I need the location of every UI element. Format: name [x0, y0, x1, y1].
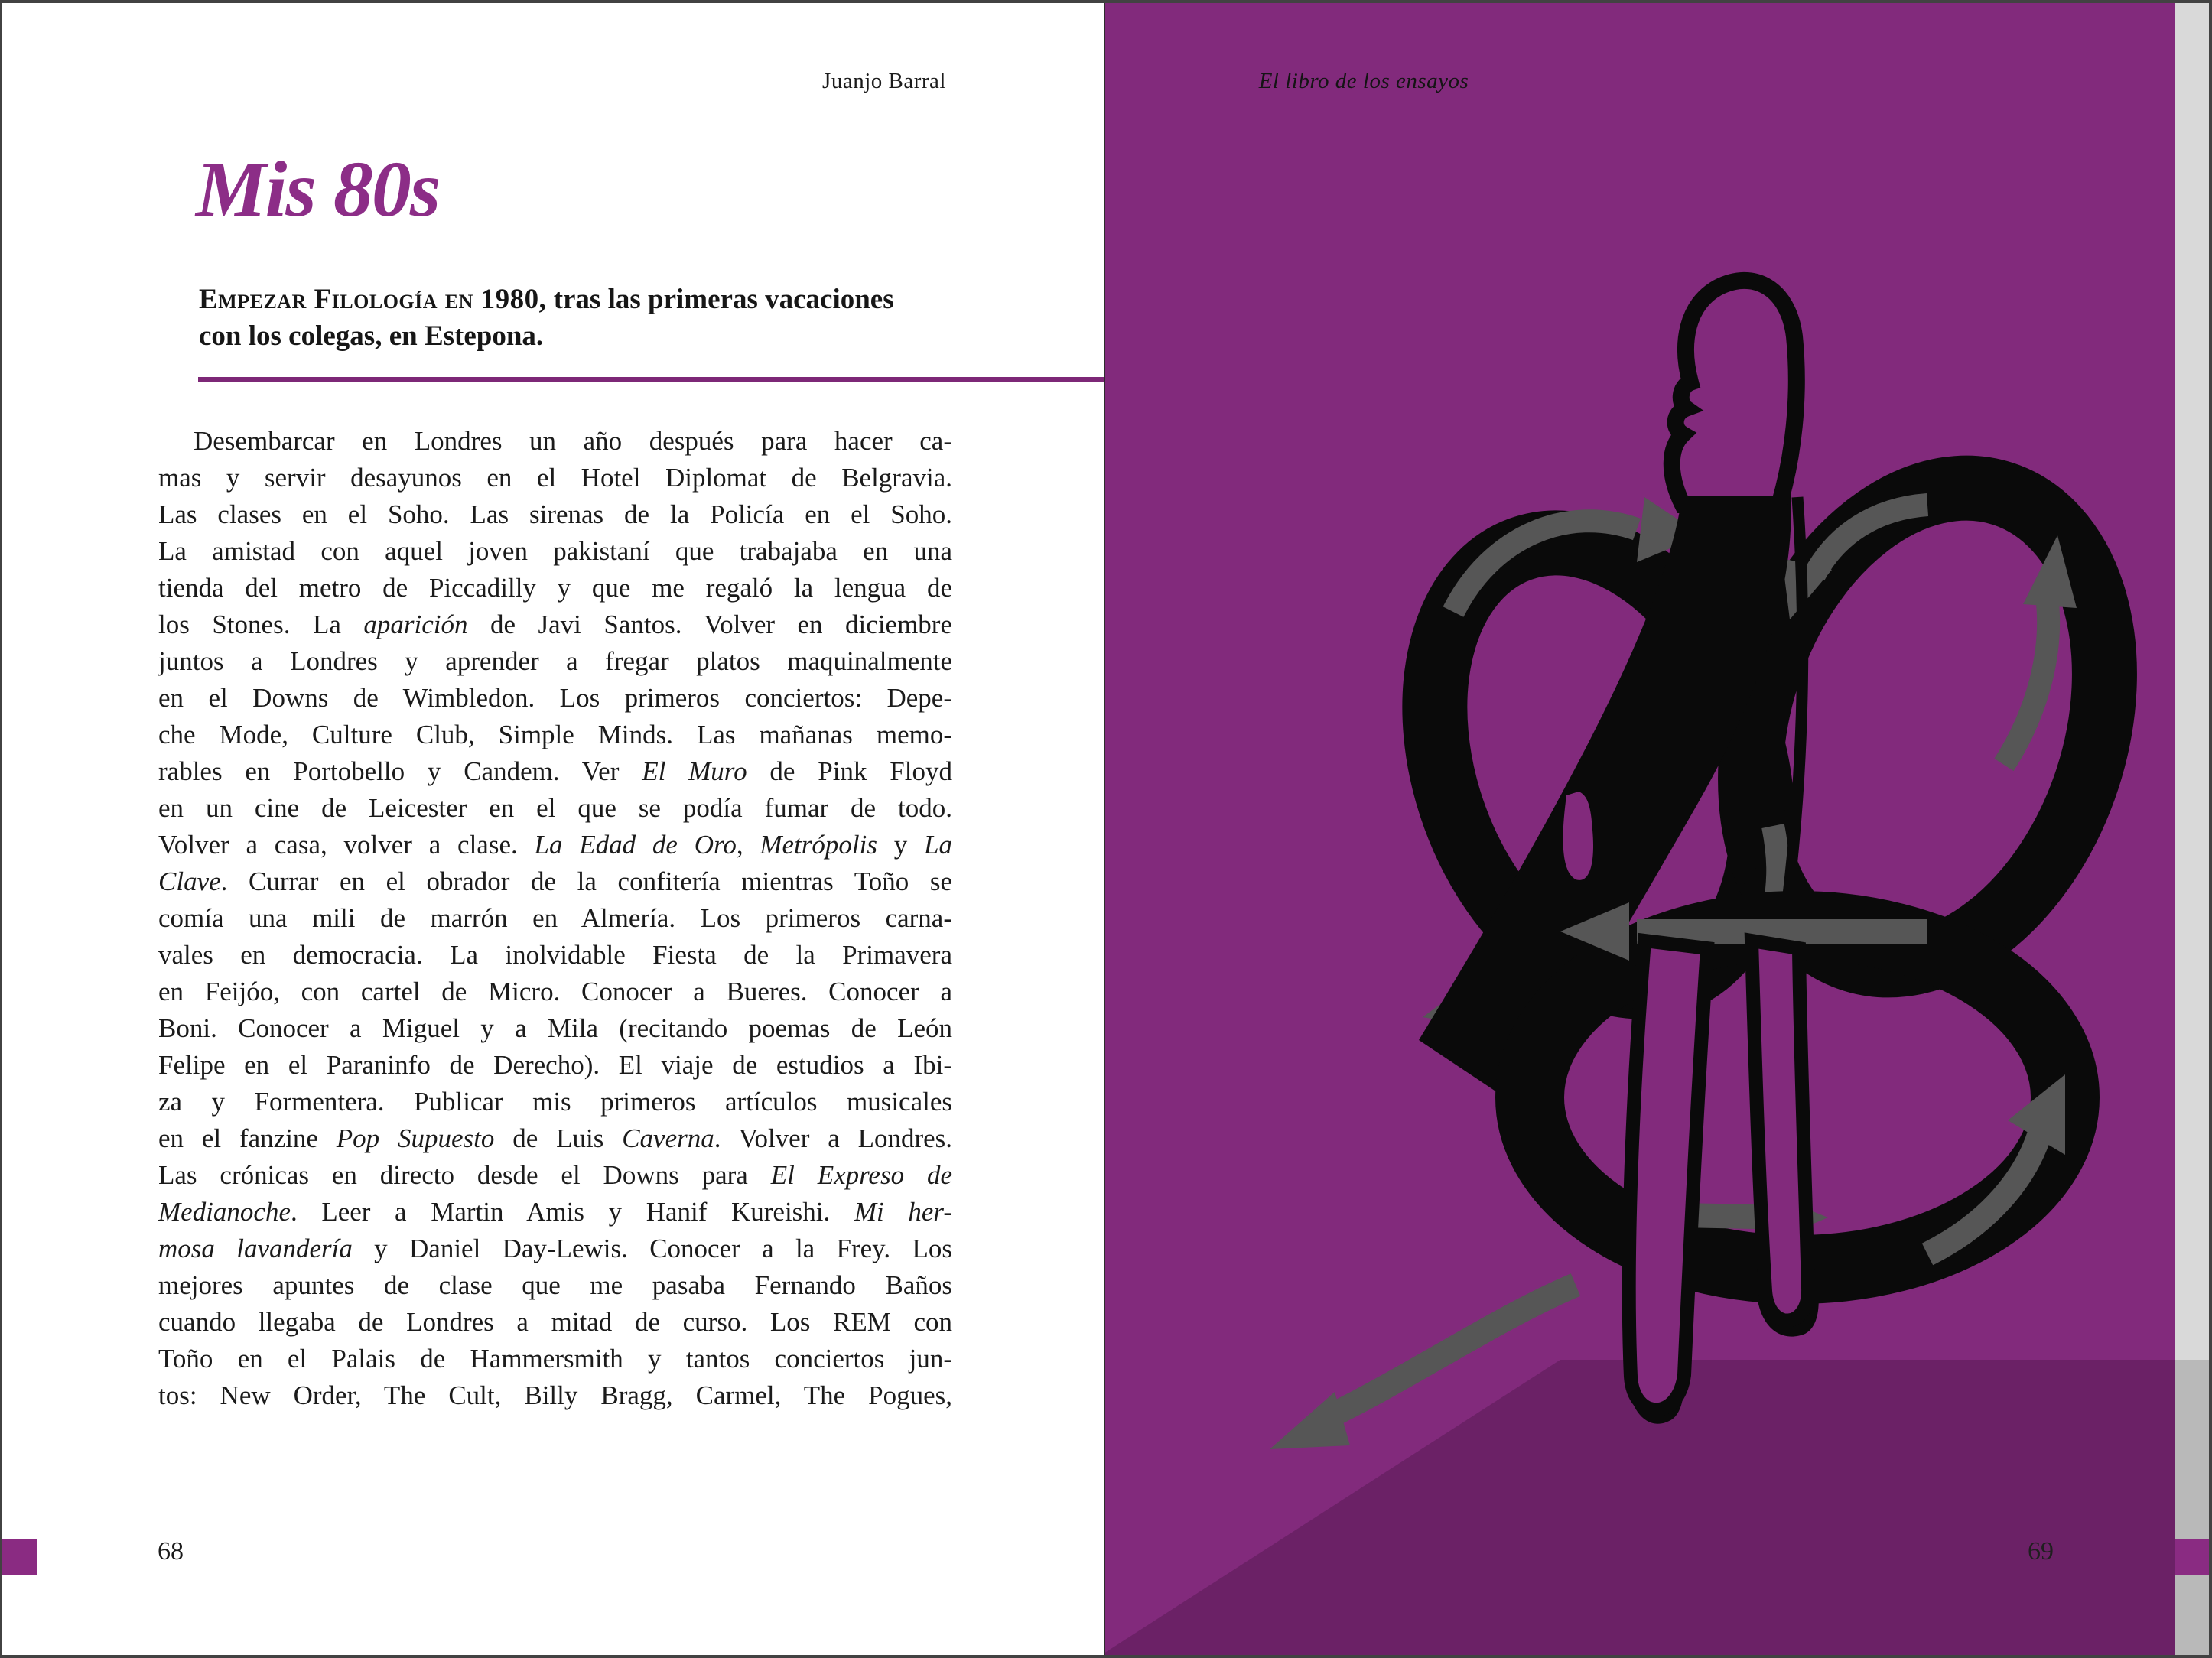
body-text-line: Medianoche. Leer a Martin Amis y Hanif Kureishi. Mi her- [158, 1197, 952, 1227]
body-text-line: mosa lavandería y Daniel Day-Lewis. Conocer a la Frey. Los [158, 1234, 952, 1263]
frame-edge-right [2209, 0, 2212, 1658]
body-text-line: en Feijóo, con cartel de Micro. Conocer a Bueres. Conocer a [158, 977, 952, 1006]
frame-edge-bottom [0, 1655, 2212, 1658]
body-text-line: Boni. Conocer a Miguel y a Mila (recitando poemas de León [158, 1013, 952, 1043]
purple-page-illustration [1104, 0, 2212, 1658]
body-text-line: La amistad con aquel joven pakistaní que trabajaba en una [158, 536, 952, 566]
body-text-line: che Mode, Culture Club, Simple Minds. Las mañanas memo- [158, 720, 952, 749]
body-text-line: en el fanzine Pop Supuesto de Luis Caverna. Volver a Londres. [158, 1123, 952, 1153]
body-text-line: vales en democracia. La inolvidable Fiesta de la Primavera [158, 940, 952, 970]
title-rule [198, 377, 1104, 382]
body-text-line: Felipe en el Paraninfo de Derecho). El viaje de estudios a Ibi- [158, 1050, 952, 1080]
body-text-line: rables en Portobello y Candem. Ver El Muro de Pink Floyd [158, 756, 952, 786]
body-text-line: Clave. Currar en el obrador de la confitería mientras Toño se [158, 866, 952, 896]
chapter-intro [199, 281, 933, 355]
frame-edge-top [0, 0, 2212, 3]
body-text-line: za y Formentera. Publicar mis primeros artículos musicales [158, 1087, 952, 1117]
body-text-line: Desembarcar en Londres un año después para hacer ca- [194, 426, 952, 456]
body-text-line: comía una mili de marrón en Almería. Los primeros carna- [158, 903, 952, 933]
page-number-right: 69 [2028, 1537, 2054, 1565]
body-text-column [158, 423, 952, 1414]
body-text-line: tienda del metro de Piccadilly y que me regaló la lengua de [158, 573, 952, 603]
intro-smallcaps: Empezar Filología en 1980, [199, 284, 547, 315]
body-text-line: cuando llegaba de Londres a mitad de curso. Los REM con [158, 1307, 952, 1337]
body-text-line: Las clases en el Soho. Las sirenas de la Policía en el Soho. [158, 499, 952, 529]
body-text-line: en el Downs de Wimbledon. Los primeros conciertos: Depe- [158, 683, 952, 713]
fore-edge-strip-shadow [2175, 1360, 2209, 1658]
figure-head [1672, 281, 1797, 505]
folio-square-left [2, 1539, 37, 1575]
body-text-line: Toño en el Palais de Hammersmith y tantos conciertos jun- [158, 1344, 952, 1374]
body-text-line: los Stones. La aparición de Javi Santos. Volver en diciembre [158, 610, 952, 639]
intro-rest: tras las primeras vacaciones con los colegas, en Estepona. [199, 284, 894, 352]
body-text-line: mejores apuntes de clase que me pasaba Fernando Baños [158, 1270, 952, 1300]
frame-edge-left [0, 0, 2, 1658]
chapter-title: Mis 80s [196, 145, 440, 233]
running-head-book-title: El libro de los ensayos [1258, 69, 1469, 93]
folio-square-right [2175, 1539, 2209, 1575]
body-text-line: Las crónicas en directo desde el Downs para El Expreso de [158, 1160, 952, 1190]
body-text-line: tos: New Order, The Cult, Billy Bragg, Carmel, The Pogues, [158, 1380, 952, 1410]
body-text-line: Volver a casa, volver a clase. La Edad de Oro, Metrópolis y La [158, 830, 952, 860]
figure-hand [1563, 792, 1593, 880]
page-number-left: 68 [158, 1537, 184, 1565]
body-text-line: juntos a Londres y aprender a fregar platos maquinalmente [158, 646, 952, 676]
body-text-line: mas y servir desayunos en el Hotel Diplomat de Belgravia. [158, 463, 952, 493]
running-head-author: Juanjo Barral [822, 69, 946, 93]
body-text-line: en un cine de Leicester en el que se podía fumar de todo. [158, 793, 952, 823]
gutter-crease [1104, 0, 1105, 1658]
figure-leg [1752, 941, 1808, 1321]
